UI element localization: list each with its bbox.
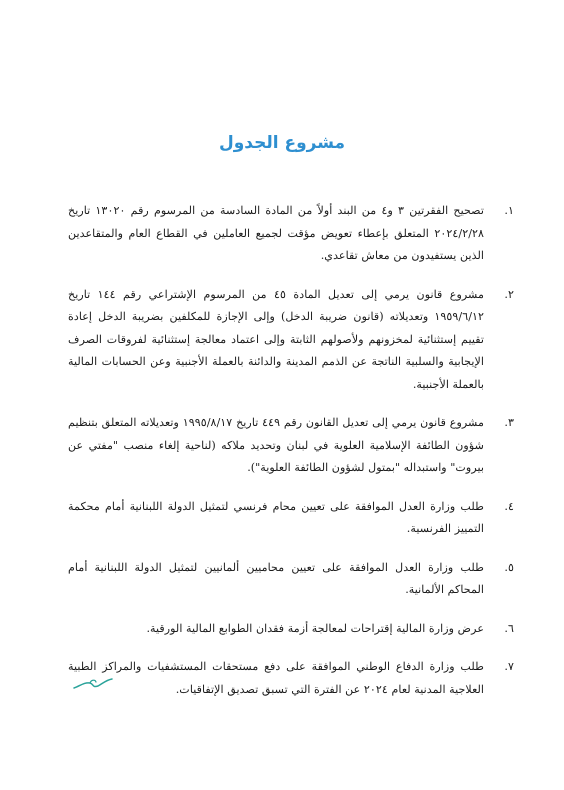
item-text: مشروع قانون يرمي إلى تعديل المادة ٤٥ من المرسوم الإشتراعي رقم ١٤٤ تاريخ ١٩٥٩/٦/١٢ وتعديلاته (قانون ضريبة الدخل) وإلى الإجازة للمكلفين بضريبة الدخل إعادة تقييم إستثنائية لمخزونهم ولأصولهم الثابتة وإلى اعتماد معالجة إستثنائية لفروقات الصرف الإيجابية والسلبية الناتجة عن الذمم المدينة والدائنة بالعملة الأجنبية وعن الحسابات المالية بالعملة الأجنبية. [68, 287, 484, 391]
item-number: ٢. [504, 287, 514, 301]
agenda-item-4 [68, 496, 514, 541]
item-number: ١. [504, 204, 514, 217]
item-text: تصحيح الفقرتين ٣ و٤ من البند أولاً من المادة السادسة من المرسوم رقم ١٣٠٢٠ تاريخ ٢٠٢٤/٢/٢٨ المتعلق بإعطاء تعويض مؤقت لجميع العاملين في القطاع العام والمتقاعدين الذين يستفيدون من معاش تقاعدي. [68, 204, 484, 262]
item-text: طلب وزارة العدل الموافقة على تعيين محام فرنسي لتمثيل الدولة اللبنانية أمام محكمة التمييز الفرنسية. [68, 499, 484, 535]
item-text: عرض وزارة المالية إقتراحات لمعالجة أزمة فقدان الطوابع المالية الورقية. [146, 621, 484, 635]
item-text: طلب وزارة العدل الموافقة على تعيين محاميين ألمانيين لتمثيل الدولة اللبنانية أمام المحاكم الألمانية. [68, 560, 484, 596]
item-number: ٥. [504, 560, 514, 574]
item-number: ٦. [504, 621, 514, 635]
item-number: ٣. [504, 416, 514, 429]
item-number: ٧. [504, 660, 514, 673]
agenda-item-3 [68, 412, 514, 480]
agenda-item-2 [68, 284, 514, 397]
item-text: مشروع قانون يرمي إلى تعديل القانون رقم ٤٤٩ تاريخ ١٩٩٥/٨/١٧ وتعديلاته المتعلق بتنظيم شؤون الطائفة الإسلامية العلوية في لبنان وتحديد ملاكه (لناحية إلغاء منصب "مفتي عن بيروت" واستبداله "بمتول لشؤون الطائفة العلوية"). [68, 416, 485, 474]
agenda-item-6 [68, 618, 514, 641]
agenda-item-1 [68, 200, 514, 268]
page-title: مشروع الجدول [218, 133, 346, 153]
agenda-item-5 [68, 557, 514, 602]
item-text: طلب وزارة الدفاع الوطني الموافقة على دفع مستحقات المستشفيات والمراكز الطبية العلاجية المدنية لعام ٢٠٢٤ عن الفترة التي تسبق تصديق الإتفاقيات. [68, 660, 484, 696]
signature-icon [72, 676, 116, 692]
agenda-item-7 [68, 656, 514, 701]
item-number: ٤. [504, 499, 514, 513]
agenda-list [68, 200, 514, 717]
